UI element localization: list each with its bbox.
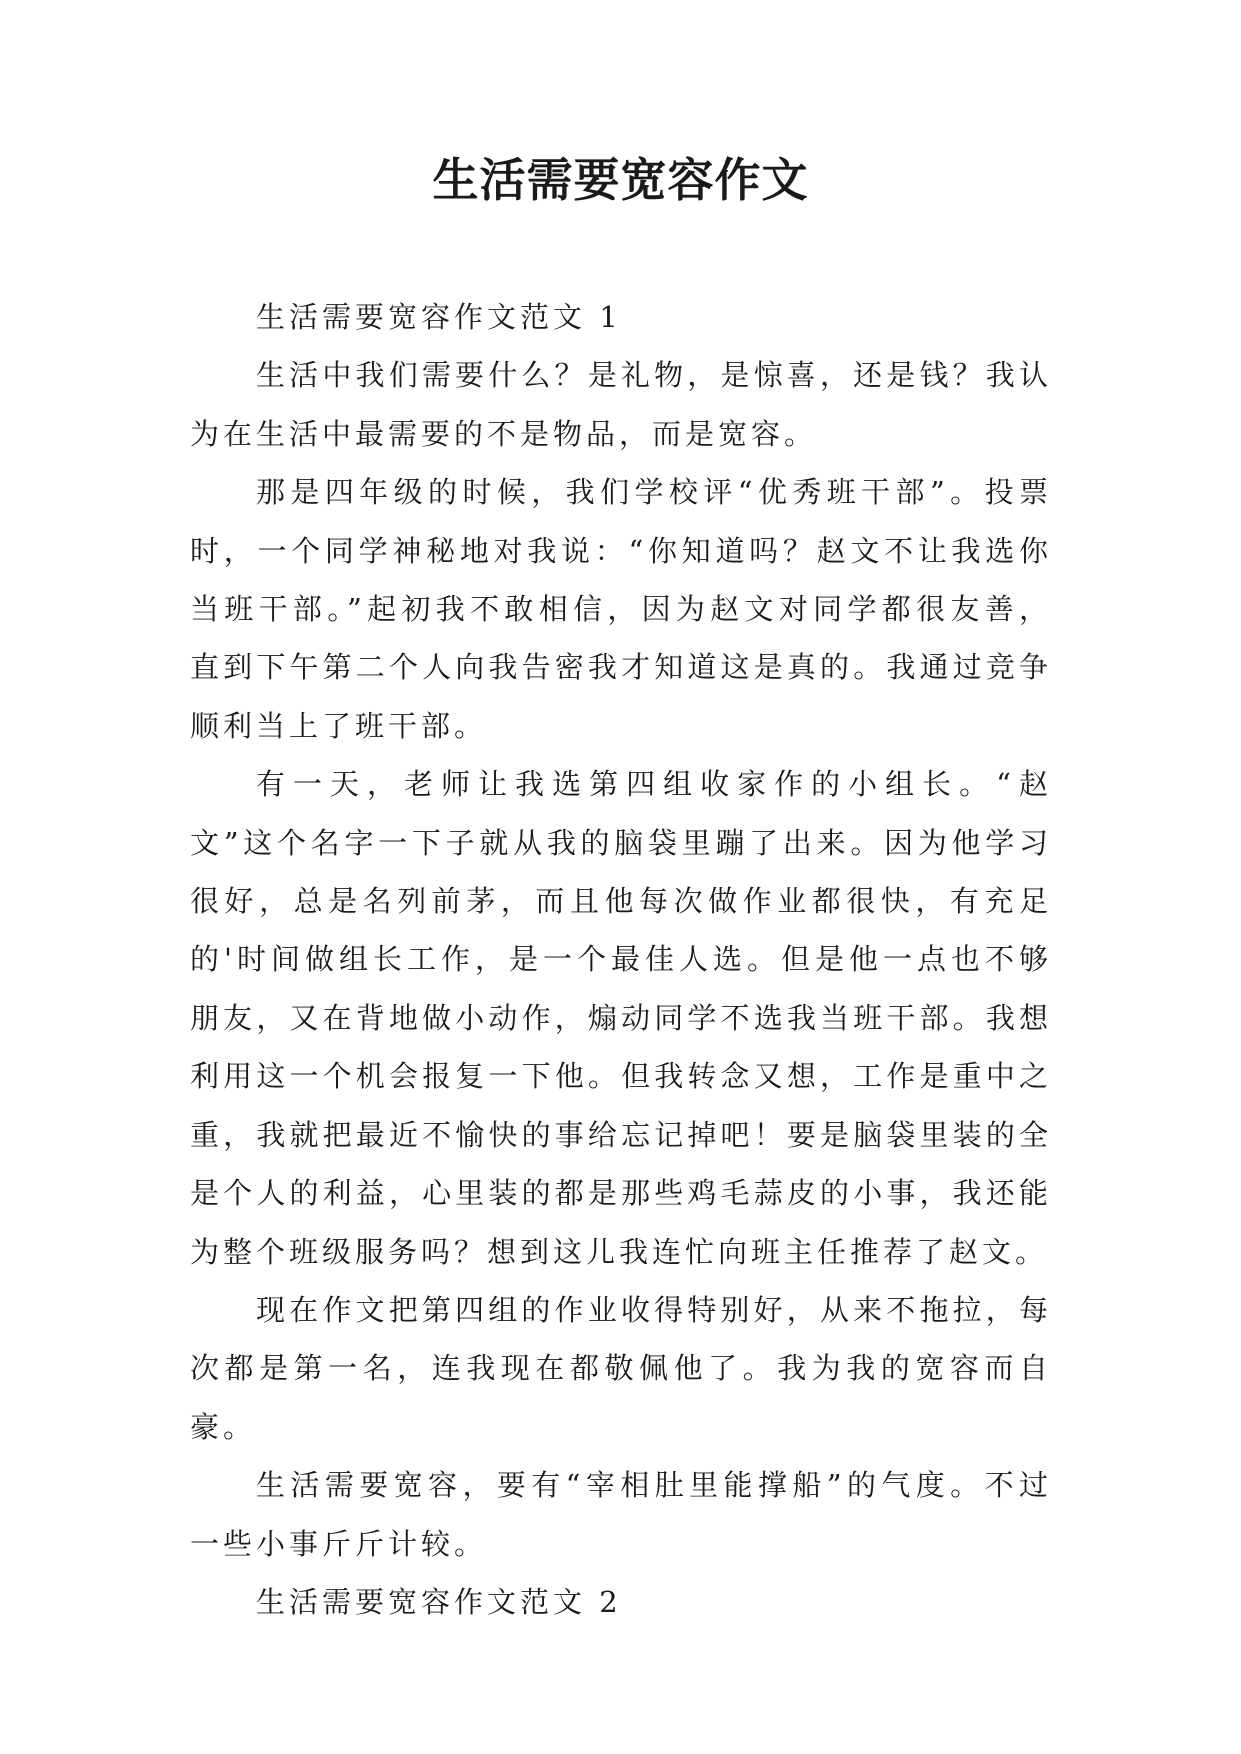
section-heading-1: 生活需要宽容作文范文 1: [256, 300, 622, 334]
document-body: [190, 288, 1052, 1631]
document-title: 生活需要宽容作文: [432, 153, 809, 207]
paragraph-2: 那是四年级的时候，我们学校评“优秀班干部”。投票时，一个同学神秘地对我说：“你知道吗？赵文不让我选你当班干部。”起初我不敢相信，因为赵文对同学都很友善，直到下午第二个人向我告密我才知道这是真的。我通过竞争顺利当上了班干部。: [190, 475, 1052, 743]
paragraph-5: 生活需要宽容，要有“宰相肚里能撑船”的气度。不过一些小事斤斤计较。: [190, 1468, 1052, 1561]
paragraph-4: 现在作文把第四组的作业收得特别好，从来不拖拉，每次都是第一名，连我现在都敬佩他了。我为我的宽容而自豪。: [190, 1292, 1052, 1444]
paragraph-3: 有一天，老师让我选第四组收家作的小组长。“赵文”这个名字一下子就从我的脑袋里蹦了出来。因为他学习很好，总是名列前茅，而且他每次做作业都很快，有充足的'时间做组长工作，是一个最佳人选。但是他一点也不够朋友，又在背地做小动作，煽动同学不选我当班干部。我想利用这一个机会报复一下他。但我转念又想，工作是重中之重，我就把最近不愉快的事给忘记掉吧！要是脑袋里装的全是个人的利益，心里装的都是那些鸡毛蒜皮的小事，我还能为整个班级服务吗？想到这儿我连忙向班主任推荐了赵文。: [190, 767, 1052, 1269]
section-heading-2: 生活需要宽容作文范文 2: [256, 1584, 622, 1619]
paragraph-1: 生活中我们需要什么？是礼物，是惊喜，还是钱？我认为在生活中最需要的不是物品，而是宽容。: [190, 358, 1052, 451]
